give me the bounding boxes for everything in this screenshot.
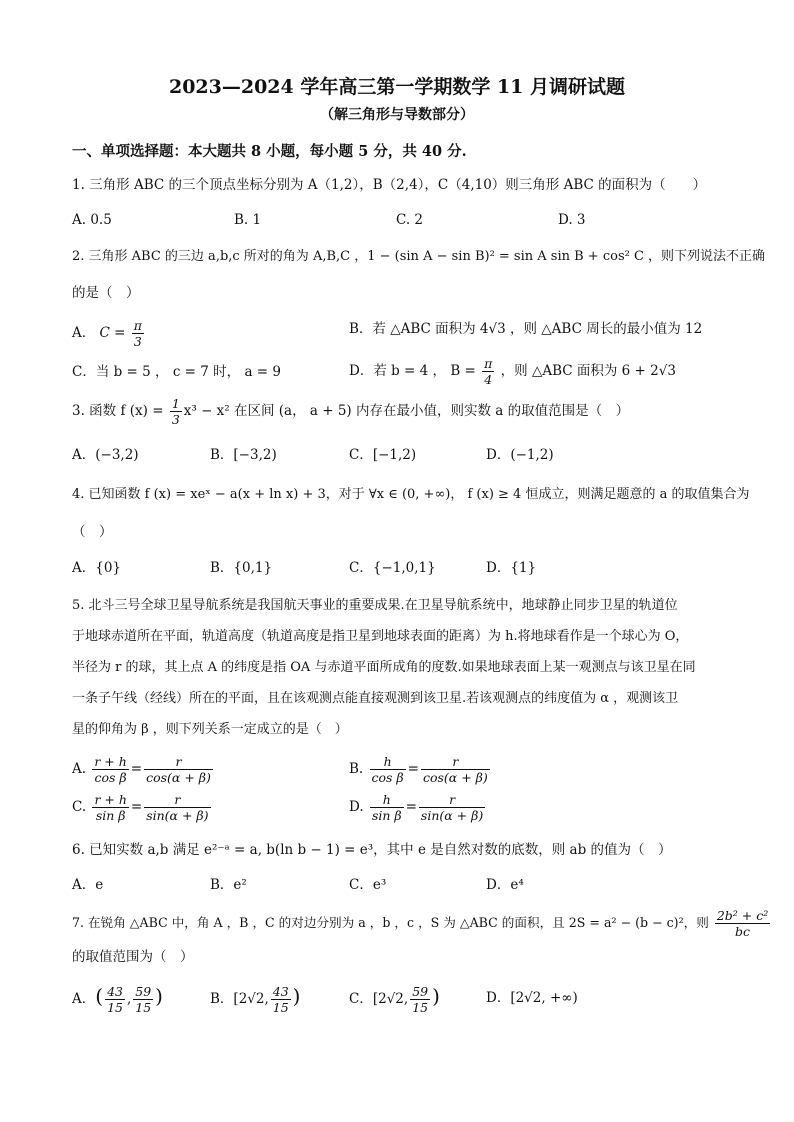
fraction-numerator: π: [484, 356, 493, 371]
q4-option-a: A．{0}: [72, 560, 122, 576]
fraction-numerator: h: [370, 754, 406, 770]
fraction-denominator: 15: [272, 1000, 289, 1015]
close-paren: ): [292, 984, 301, 1008]
fraction-numerator: 1: [171, 396, 180, 411]
q1-stem: 1. 三角形 ABC 的三个顶点坐标分别为 A（1,2），B（2,4），C（4,10）则三角形 ABC 的面积为（ ）: [72, 177, 707, 193]
q3-stem: [72, 396, 629, 427]
q5-stem-line1: 5. 北斗三号全球卫星导航系统是我国航天事业的重要成果.在卫星导航系统中，地球静止同步卫星的轨道位: [72, 598, 678, 613]
q5-option-c: C. $\frac{r + h}{\text{sin β}}$ = $\frac{r}{\sin(\alpha + \beta)}$: [72, 792, 209, 823]
q2-stem-line2: 的是（ ）: [72, 285, 140, 301]
q3-option-b: B．[−3,2): [210, 447, 277, 463]
option-label: B.: [349, 761, 364, 777]
q5-stem-line2: 于地球赤道所在平面，轨道高度（轨道高度是指卫星到地球表面的距离）为 h.将地球看作是一个球心为 O，: [72, 629, 689, 644]
fraction-numerator: π: [133, 318, 142, 333]
fraction-numerator: 2b² + c²: [716, 908, 769, 923]
fraction-numerator: r: [419, 792, 485, 808]
fraction-denominator: sin(α + β): [420, 808, 484, 823]
fraction-denominator: bc: [735, 924, 751, 939]
q3-option-d: D．(−1,2): [486, 447, 554, 463]
q2-option-a-fraction: [132, 318, 144, 349]
fraction-numerator: 43: [107, 984, 123, 999]
q4-stem-line1: 4. 已知函数 f (x) = xeˣ − a(x + ln x) + 3，对于 ∀x ∈ (0, +∞)， f (x) ≥ 4 恒成立，则满足题意的 a 的取值集合为: [72, 487, 750, 502]
fraction-numerator: r: [144, 754, 213, 770]
q7-stem-fraction: [715, 908, 770, 939]
fraction-numerator: r + h: [94, 792, 127, 807]
q3-stem-pre: 3. 函数 f (x) =: [72, 403, 164, 419]
q4-option-d: D．{1}: [486, 560, 537, 576]
fraction-numerator: r: [144, 792, 210, 808]
q1-option-c: C. 2: [396, 212, 424, 228]
option-lower-bound: [2√2,: [372, 991, 409, 1007]
rhs-fraction: [421, 754, 490, 785]
fraction-denominator: 15: [412, 1000, 429, 1015]
rhs-fraction: [144, 792, 210, 823]
q3-stem-fraction: [170, 396, 182, 427]
fraction-denominator: sin β: [371, 808, 402, 823]
q2-option-b: B．若 △ABC 面积为 4√3 ，则 △ABC 周长的最小值为 12: [349, 321, 703, 337]
q5-option-a: A. $\frac{r + h}{\text{cos β}}$ = $\frac{r}{\cos(\alpha + \beta)}$: [72, 754, 211, 785]
open-paren: (: [95, 984, 104, 1008]
section-heading: 一、单项选择题：本大题共 8 小题，每小题 5 分，共 40 分.: [72, 143, 467, 160]
q2-option-a-label: A．: [72, 325, 96, 341]
q5-stem-line3: 半径为 r 的球，其上点 A 的纬度是指 OA 与赤道平面所成角的度数.如果地球表面上某一观测点与该卫星在同: [72, 660, 696, 675]
q4-option-b: B．{0,1}: [210, 560, 273, 576]
q3-option-a: A．(−3,2): [72, 447, 139, 463]
fraction-numerator: r + h: [94, 754, 127, 769]
q3-option-c: C．[−1,2): [349, 447, 417, 463]
q1-option-d: D. 3: [558, 212, 586, 228]
q5-option-b: B. $\frac{h}{\text{cos β}}$ = $\frac{r}{\cos(\alpha + \beta)}$: [349, 754, 488, 785]
option-label: A.: [72, 761, 87, 777]
q4-option-c: C．{−1,0,1}: [349, 560, 436, 576]
option-label: A．: [72, 991, 96, 1007]
option-label: C．: [349, 991, 373, 1007]
fraction-numerator: h: [370, 792, 404, 808]
lhs-fraction: [92, 754, 128, 785]
q2-option-d-fraction: [482, 356, 494, 387]
fraction-denominator: cos(α + β): [146, 770, 211, 785]
q2-stem-line1: 2. 三角形 ABC 的三边 a,b,c 所对的角为 A,B,C ，1 − (sin A − sin B)² = sin A sin B + cos² C ，则下列说法不正确: [72, 249, 766, 264]
fraction-denominator: sin β: [95, 808, 126, 823]
q5-option-d: D. $\frac{h}{\text{sin β}}$ = $\frac{r}{\sin(\alpha + \beta)}$: [349, 792, 484, 823]
q6-stem: 6. 已知实数 a,b 满足 e²⁻ᵃ = a, b(ln b − 1) = e³，其中 e 是自然对数的底数，则 ab 的值为（ ）: [72, 842, 672, 858]
option-lower-bound: [2√2,: [233, 991, 269, 1007]
fraction: [271, 984, 291, 1015]
lhs-fraction: [370, 754, 406, 785]
q1-option-b: B. 1: [234, 212, 262, 228]
q7-option-b: [210, 984, 300, 1015]
fraction-denominator: cos(α + β): [422, 770, 488, 785]
fraction-denominator: 4: [484, 372, 493, 387]
q7-option-a: A．( $\frac{43}{15}$ , $\frac{59}{15}$ ): [72, 984, 163, 1015]
q4-stem-line2: （ ）: [72, 524, 113, 540]
close-paren: ): [432, 984, 440, 1008]
q7-stem-pre: 7. 在锐角 △ABC 中，角 A ，B ，C 的对边分别为 a ，b ，c ，S 为 △ABC 的面积，且 2S = a² − (b − c)²，则: [72, 915, 709, 930]
fraction-denominator: sin(α + β): [146, 808, 209, 823]
fraction-numerator: 43: [272, 984, 289, 999]
lhs-fraction: [92, 792, 128, 823]
rhs-fraction: [419, 792, 485, 823]
q7-stem-line1: [72, 908, 772, 939]
q5-stem-line5: 星的仰角为 β ，则下列关系一定成立的是（ ）: [72, 722, 348, 737]
q7-option-d: D．[2√2, +∞): [486, 990, 578, 1006]
lhs-fraction: [370, 792, 404, 823]
exam-subtitle: （解三角形与导数部分）: [320, 107, 474, 123]
fraction-denominator: 3: [171, 412, 180, 427]
fraction-denominator: 15: [135, 1000, 152, 1015]
fraction-denominator: 15: [107, 1000, 123, 1015]
option-label: B．: [210, 991, 234, 1007]
fraction-numerator: 59: [135, 984, 152, 999]
q6-option-a: A．e: [72, 877, 104, 893]
q5-stem-line4: 一条子午线（经线）所在的平面，且在该观测点能直接观测到该卫星.若该观测点的纬度值为 α ，观测该卫: [72, 691, 679, 706]
q2-option-d-post: ，则 △ABC 面积为 6 + 2√3: [500, 363, 676, 379]
q2-option-d: [349, 356, 676, 387]
q7-option-c: [349, 984, 440, 1015]
close-paren: ): [155, 984, 163, 1008]
option-label: D.: [349, 799, 364, 815]
q1-option-a: A. 0.5: [72, 212, 112, 228]
q6-option-b: B．e²: [210, 877, 247, 893]
fraction-denominator: 3: [133, 334, 142, 349]
q2-option-c: C．当 b = 5 ， c = 7 时， a = 9: [72, 364, 281, 380]
fraction: [133, 984, 153, 1015]
q2-option-a: [72, 318, 146, 349]
option-label: C.: [72, 799, 87, 815]
fraction-numerator: 59: [412, 984, 429, 999]
q6-option-c: C．e³: [349, 877, 387, 893]
fraction-numerator: r: [421, 754, 490, 770]
exam-title: 2023—2024 学年高三第一学期数学 11 月调研试题: [168, 76, 626, 98]
rhs-fraction: [144, 754, 213, 785]
q2-option-d-pre: D．若 b = 4 ， B =: [349, 363, 476, 379]
q6-option-d: D．e⁴: [486, 877, 524, 893]
q2-option-a-lhs: C =: [99, 325, 126, 341]
fraction: [410, 984, 430, 1015]
fraction-denominator: cos β: [94, 770, 127, 785]
fraction: [105, 984, 125, 1015]
q3-stem-post: x³ − x² 在区间 (a， a + 5) 内存在最小值，则实数 a 的取值范围是（ ）: [183, 403, 630, 419]
q7-stem-line2: 的取值范围为（ ）: [72, 949, 194, 965]
fraction-denominator: cos β: [371, 770, 404, 785]
